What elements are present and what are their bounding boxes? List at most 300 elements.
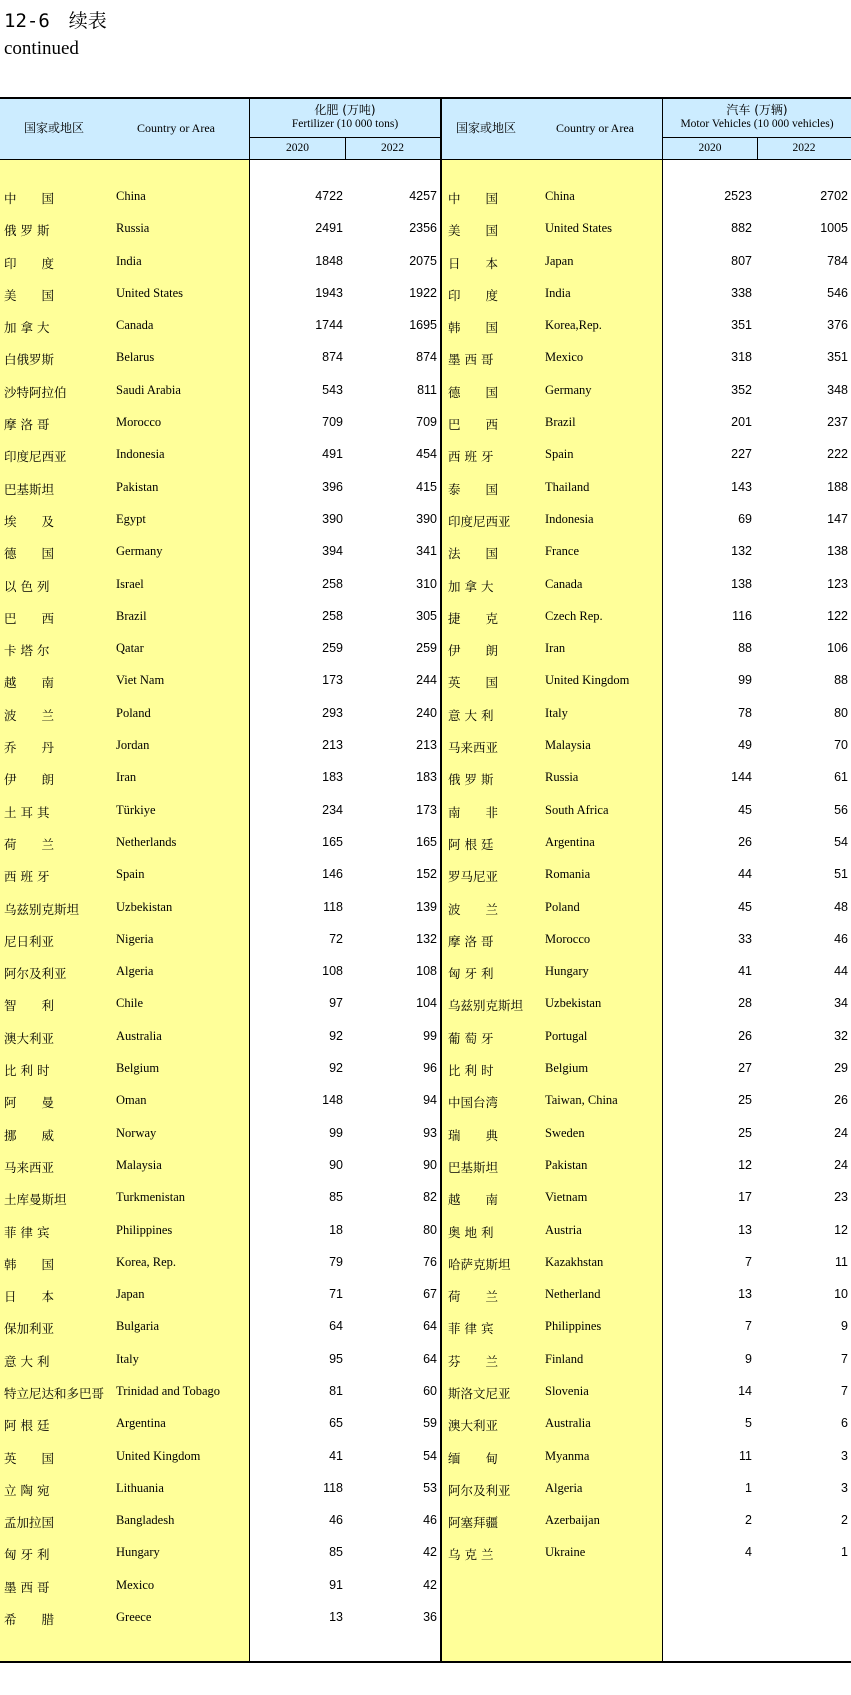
value-2020: 807 <box>731 253 752 268</box>
value-2020: 352 <box>731 382 752 397</box>
value-2020: 26 <box>738 834 752 849</box>
value-2020: 64 <box>329 1319 343 1334</box>
country-en-name: Uzbekistan <box>545 996 602 1011</box>
value-2020: 108 <box>322 964 343 979</box>
fertilizer-rows <box>0 189 440 1642</box>
value-2020: 26 <box>738 1028 752 1043</box>
value-2022: 454 <box>416 447 437 462</box>
country-en-name: Saudi Arabia <box>116 382 181 397</box>
country-cn-name: 荷 兰 <box>448 1289 499 1305</box>
country-en-name: Myanma <box>545 1448 590 1463</box>
country-cn-name: 马来西亚 <box>4 1159 55 1175</box>
value-2022: 54 <box>423 1448 437 1463</box>
value-2020: 45 <box>738 802 752 817</box>
table-row <box>442 1319 851 1351</box>
table-row <box>0 964 440 996</box>
country-en-name: Taiwan, China <box>545 1093 618 1108</box>
value-2020: 2 <box>745 1513 752 1528</box>
vehicles-en-header: Motor Vehicles (10 000 vehicles) <box>680 118 834 130</box>
table-row <box>0 738 440 770</box>
value-2022: 23 <box>834 1190 848 1205</box>
value-2022: 104 <box>416 996 437 1011</box>
country-en-header: Country or Area <box>137 121 215 135</box>
country-cn-name: 孟加拉国 <box>4 1515 55 1531</box>
table-row <box>0 1610 440 1642</box>
table-row <box>0 383 440 415</box>
value-2022: 61 <box>834 770 848 785</box>
table-row <box>0 932 440 964</box>
table-row <box>442 383 851 415</box>
country-en-name: Finland <box>545 1351 584 1366</box>
country-cn-name: 罗马尼亚 <box>448 869 499 885</box>
table-row <box>0 415 440 447</box>
value-2020: 95 <box>329 1351 343 1366</box>
value-2020: 213 <box>322 738 343 753</box>
fertilizer-en-header: Fertilizer (10 000 tons) <box>291 118 399 130</box>
table-row <box>442 609 851 641</box>
table-row <box>442 1449 851 1481</box>
country-en-name: Iran <box>545 641 566 656</box>
country-cn-name: 乌兹别克斯坦 <box>448 998 524 1014</box>
value-2022: 36 <box>423 1610 437 1625</box>
country-cn-name: 泰 国 <box>448 481 499 497</box>
country-en-name: India <box>116 253 142 268</box>
table-row <box>442 803 851 835</box>
country-en-name: Hungary <box>116 1545 160 1560</box>
country-en-name: Argentina <box>116 1416 166 1431</box>
year-header-row <box>663 137 851 160</box>
country-en-name: Norway <box>116 1125 157 1140</box>
table-row <box>0 350 440 382</box>
value-2022: 2702 <box>820 189 848 203</box>
country-en-name: France <box>545 544 580 559</box>
country-en-name: Russia <box>116 221 150 236</box>
table-row <box>0 1223 440 1255</box>
country-cn-name: 墨 西 哥 <box>448 352 494 368</box>
country-en-name: Sweden <box>545 1125 585 1140</box>
value-2022: 51 <box>834 867 848 882</box>
table-row <box>0 286 440 318</box>
value-2022: 188 <box>827 479 848 494</box>
value-2022: 44 <box>834 964 848 979</box>
country-en-name: Canada <box>545 576 583 591</box>
country-cn-name: 美 国 <box>4 287 55 303</box>
country-cn-name: 英 国 <box>4 1450 55 1466</box>
value-2020: 293 <box>322 705 343 720</box>
country-en-name: Morocco <box>545 931 591 946</box>
country-cn-name: 南 非 <box>448 804 499 820</box>
value-2022: 24 <box>834 1125 848 1140</box>
country-en-name: Romania <box>545 867 591 882</box>
table-row <box>442 254 851 286</box>
country-cn-name: 阿塞拜疆 <box>448 1515 499 1531</box>
value-2020: 1848 <box>315 253 343 268</box>
country-cn-name: 伊 朗 <box>4 772 55 788</box>
country-header-cell <box>442 99 663 159</box>
country-cn-name: 意 大 利 <box>448 707 494 723</box>
value-2022: 6 <box>841 1416 848 1431</box>
value-2020: 201 <box>731 415 752 430</box>
country-en-name: Iran <box>116 770 137 785</box>
country-cn-name: 卡 塔 尔 <box>4 643 50 659</box>
value-2022: 152 <box>416 867 437 882</box>
value-2022: 94 <box>423 1093 437 1108</box>
value-2020: 183 <box>322 770 343 785</box>
country-cn-name: 阿 根 廷 <box>448 836 494 852</box>
country-en-name: Netherland <box>545 1287 601 1302</box>
table-row <box>0 512 440 544</box>
table-row <box>0 641 440 673</box>
value-2022: 351 <box>827 350 848 365</box>
vehicles-table-header <box>442 99 851 160</box>
country-cn-name: 日 本 <box>448 255 499 271</box>
country-en-name: Algeria <box>545 1480 583 1495</box>
country-cn-name: 澳大利亚 <box>4 1030 55 1046</box>
country-cn-name: 巴基斯坦 <box>4 481 55 497</box>
table-row <box>442 867 851 899</box>
country-en-name: Canada <box>116 318 154 333</box>
value-2020: 4 <box>745 1545 752 1560</box>
country-cn-name: 尼日利亚 <box>4 933 55 949</box>
table-row <box>442 189 851 221</box>
table-row <box>442 577 851 609</box>
country-cn-name: 英 国 <box>448 675 499 691</box>
value-2020: 65 <box>329 1416 343 1431</box>
value-2022: 341 <box>416 544 437 559</box>
country-cn-name: 乌 克 兰 <box>448 1547 494 1563</box>
table-row <box>0 996 440 1028</box>
value-2020: 4722 <box>315 189 343 203</box>
country-cn-name: 斯洛文尼亚 <box>448 1385 511 1401</box>
value-2020: 17 <box>738 1190 752 1205</box>
value-2022: 173 <box>416 802 437 817</box>
value-2020: 173 <box>322 673 343 688</box>
fertilizer-cn-header: 化肥 (万吨) <box>314 103 376 117</box>
table-row <box>0 867 440 899</box>
country-cn-name: 特立尼达和多巴哥 <box>4 1385 105 1401</box>
country-en-name: Australia <box>116 1028 162 1043</box>
country-cn-name: 芬 兰 <box>448 1353 499 1369</box>
value-2022: 348 <box>827 382 848 397</box>
table-row <box>442 770 851 802</box>
country-en-name: Indonesia <box>545 511 594 526</box>
table-row <box>0 1287 440 1319</box>
value-2022: 10 <box>834 1287 848 1302</box>
table-row <box>0 900 440 932</box>
value-2020: 144 <box>731 770 752 785</box>
country-cn-name: 越 南 <box>448 1192 499 1208</box>
table-row <box>0 706 440 738</box>
table-row <box>0 480 440 512</box>
country-cn-name: 印度尼西亚 <box>448 513 511 529</box>
country-en-name: Philippines <box>116 1222 173 1237</box>
value-2022: 7 <box>841 1383 848 1398</box>
country-cn-header: 国家或地区 <box>456 121 517 135</box>
country-en-name: United States <box>116 285 184 300</box>
value-2020: 2523 <box>724 189 752 203</box>
table-row <box>442 996 851 1028</box>
value-2022: 390 <box>416 511 437 526</box>
country-cn-name: 中 国 <box>448 191 499 206</box>
fertilizer-table-header <box>0 99 440 160</box>
value-2020: 318 <box>731 350 752 365</box>
table-row <box>442 964 851 996</box>
table-row <box>0 577 440 609</box>
country-en-name: Egypt <box>116 511 146 526</box>
value-2020: 874 <box>322 350 343 365</box>
country-cn-name: 日 本 <box>4 1289 55 1305</box>
country-en-name: Turkmenistan <box>116 1190 185 1205</box>
value-2022: 376 <box>827 318 848 333</box>
value-2022: 165 <box>416 834 437 849</box>
country-en-name: Slovenia <box>545 1383 589 1398</box>
value-2020: 138 <box>731 576 752 591</box>
table-row <box>442 1513 851 1545</box>
value-2022: 34 <box>834 996 848 1011</box>
country-en-name: Viet Nam <box>116 673 165 688</box>
country-cn-name: 中国台湾 <box>448 1095 499 1111</box>
country-en-name: Argentina <box>545 834 595 849</box>
table-row <box>442 1481 851 1513</box>
fertilizer-table <box>0 99 440 1661</box>
country-en-name: Portugal <box>545 1028 588 1043</box>
value-2020: 13 <box>738 1287 752 1302</box>
country-en-name: Pakistan <box>545 1157 588 1172</box>
value-2020: 543 <box>322 382 343 397</box>
table-row <box>442 447 851 479</box>
table-row <box>442 1352 851 1384</box>
table-row <box>442 350 851 382</box>
country-cn-name: 马来西亚 <box>448 740 499 756</box>
country-en-name: Israel <box>116 576 144 591</box>
country-cn-name: 俄 罗 斯 <box>448 772 494 788</box>
value-2020: 116 <box>732 608 752 623</box>
table-row <box>442 318 851 350</box>
value-2022: 59 <box>423 1416 437 1431</box>
value-2022: 123 <box>827 576 848 591</box>
country-cn-name: 印 度 <box>4 255 55 271</box>
country-en-name: Spain <box>545 447 574 462</box>
value-2022: 259 <box>416 641 437 656</box>
value-2020: 1943 <box>315 285 343 300</box>
country-en-name: Australia <box>545 1416 591 1431</box>
value-2020: 14 <box>738 1383 752 1398</box>
value-2022: 213 <box>416 738 437 753</box>
value-2020: 7 <box>745 1254 752 1269</box>
table-row <box>442 706 851 738</box>
country-en-name: Philippines <box>545 1319 602 1334</box>
country-cn-name: 挪 威 <box>4 1127 55 1143</box>
value-2020: 258 <box>322 608 343 623</box>
value-2022: 108 <box>416 964 437 979</box>
value-2022: 56 <box>834 802 848 817</box>
value-2020: 41 <box>329 1448 343 1463</box>
value-2022: 93 <box>423 1125 437 1140</box>
country-en-name: Poland <box>545 899 580 914</box>
table-row <box>442 835 851 867</box>
country-en-name: Bangladesh <box>116 1513 175 1528</box>
country-en-name: Thailand <box>545 479 590 494</box>
value-2020: 227 <box>731 447 752 462</box>
country-cn-name: 菲 律 宾 <box>448 1321 494 1337</box>
table-row <box>0 1126 440 1158</box>
value-2022: 88 <box>834 673 848 688</box>
value-2020: 46 <box>329 1513 343 1528</box>
table-row <box>0 447 440 479</box>
country-cn-name: 巴 西 <box>4 610 55 626</box>
country-cn-name: 智 利 <box>4 998 55 1014</box>
table-row <box>442 512 851 544</box>
country-en-name: Azerbaijan <box>545 1513 600 1528</box>
table-row <box>442 738 851 770</box>
country-en-name: Italy <box>545 705 568 720</box>
value-2022: 106 <box>827 641 848 656</box>
value-2022: 48 <box>834 899 848 914</box>
country-en-name: Mexico <box>545 350 584 365</box>
table-row <box>442 1384 851 1416</box>
value-2020: 88 <box>738 641 752 656</box>
value-2022: 42 <box>423 1577 437 1592</box>
value-2022: 132 <box>416 931 437 946</box>
table-row <box>442 1093 851 1125</box>
country-en-name: United Kingdom <box>116 1448 201 1463</box>
value-2022: 2356 <box>409 221 437 236</box>
value-2020: 118 <box>323 899 343 914</box>
table-bottom-rule <box>0 1661 851 1663</box>
country-cn-name: 白俄罗斯 <box>4 352 55 368</box>
country-en-name: Greece <box>116 1610 152 1625</box>
country-cn-name: 以 色 列 <box>4 578 50 594</box>
country-cn-name: 西 班 牙 <box>448 449 494 465</box>
table-row <box>0 544 440 576</box>
value-2022: 70 <box>834 738 848 753</box>
table-row <box>0 1578 440 1610</box>
value-2020: 49 <box>738 738 752 753</box>
country-cn-name: 葡 萄 牙 <box>448 1030 494 1046</box>
value-2020: 25 <box>738 1093 752 1108</box>
value-2020: 7 <box>745 1319 752 1334</box>
value-2022: 67 <box>423 1287 437 1302</box>
table-row <box>0 1352 440 1384</box>
value-2020: 351 <box>731 318 752 333</box>
year-header-row <box>250 137 440 160</box>
value-2022: 80 <box>423 1222 437 1237</box>
table-row <box>442 1255 851 1287</box>
value-2022: 80 <box>834 705 848 720</box>
country-cn-name: 比 利 时 <box>448 1063 494 1079</box>
country-cn-name: 土库曼斯坦 <box>4 1192 67 1208</box>
value-2022: 874 <box>416 350 437 365</box>
value-2022: 9 <box>841 1319 848 1334</box>
country-en-name: Japan <box>545 253 574 268</box>
country-en-name: Chile <box>116 996 144 1011</box>
country-header-cell <box>0 99 250 159</box>
value-2020: 97 <box>329 996 343 1011</box>
value-2022: 122 <box>827 608 848 623</box>
value-2022: 60 <box>423 1383 437 1398</box>
country-cn-name: 匈 牙 利 <box>4 1547 50 1563</box>
country-en-name: Germany <box>116 544 163 559</box>
country-en-name: Brazil <box>116 608 147 623</box>
value-2022: 1 <box>841 1545 848 1560</box>
table-row <box>442 544 851 576</box>
value-2020: 2491 <box>315 221 343 236</box>
country-en-name: South Africa <box>545 802 609 817</box>
value-2020: 5 <box>745 1416 752 1431</box>
country-en-name: Morocco <box>116 415 162 430</box>
value-2020: 33 <box>738 931 752 946</box>
country-en-name: Germany <box>545 382 592 397</box>
country-en-name: Hungary <box>545 964 589 979</box>
value-2020: 81 <box>329 1383 343 1398</box>
country-en-name: Kazakhstan <box>545 1254 604 1269</box>
value-2022: 11 <box>835 1254 848 1269</box>
value-2022: 96 <box>423 1061 437 1076</box>
value-2020: 491 <box>322 447 343 462</box>
value-2020: 72 <box>329 931 343 946</box>
country-en-name: Belgium <box>545 1061 589 1076</box>
value-2022: 1005 <box>820 221 848 236</box>
country-en-name: Russia <box>545 770 579 785</box>
value-2020: 41 <box>738 964 752 979</box>
country-en-name: Netherlands <box>116 834 177 849</box>
value-2020: 13 <box>738 1222 752 1237</box>
table-row <box>0 1061 440 1093</box>
country-cn-name: 摩 洛 哥 <box>4 417 50 433</box>
country-cn-name: 澳大利亚 <box>448 1418 499 1434</box>
value-2020: 92 <box>329 1061 343 1076</box>
value-2022: 546 <box>827 285 848 300</box>
value-2020: 92 <box>329 1028 343 1043</box>
value-2020: 882 <box>731 221 752 236</box>
year-2020-header: 2020 <box>250 138 346 159</box>
table-row <box>442 1416 851 1448</box>
value-2020: 165 <box>322 834 343 849</box>
country-cn-name: 埃 及 <box>4 513 55 529</box>
value-2022: 4257 <box>409 189 437 203</box>
value-2022: 24 <box>834 1157 848 1172</box>
value-2022: 46 <box>423 1513 437 1528</box>
value-2020: 709 <box>322 415 343 430</box>
country-cn-header: 国家或地区 <box>24 121 85 135</box>
value-2022: 26 <box>834 1093 848 1108</box>
value-2020: 143 <box>731 479 752 494</box>
table-row <box>442 932 851 964</box>
fertilizer-header-cell <box>250 99 440 159</box>
value-2020: 12 <box>738 1157 752 1172</box>
table-row <box>0 254 440 286</box>
value-2022: 1922 <box>409 285 437 300</box>
table-row <box>0 803 440 835</box>
country-cn-name: 西 班 牙 <box>4 869 50 885</box>
table-row <box>442 1061 851 1093</box>
country-cn-name: 加 拿 大 <box>4 320 50 336</box>
value-2020: 27 <box>738 1061 752 1076</box>
value-2020: 148 <box>322 1093 343 1108</box>
value-2022: 240 <box>416 705 437 720</box>
value-2020: 85 <box>329 1190 343 1205</box>
table-row <box>0 1190 440 1222</box>
value-2020: 396 <box>322 479 343 494</box>
value-2022: 64 <box>423 1319 437 1334</box>
country-cn-name: 乔 丹 <box>4 740 55 756</box>
country-cn-name: 瑞 典 <box>448 1127 499 1143</box>
country-cn-name: 美 国 <box>448 223 499 239</box>
value-2020: 146 <box>322 867 343 882</box>
country-cn-name: 摩 洛 哥 <box>448 933 494 949</box>
value-2022: 29 <box>834 1061 848 1076</box>
country-en-name: Poland <box>116 705 151 720</box>
